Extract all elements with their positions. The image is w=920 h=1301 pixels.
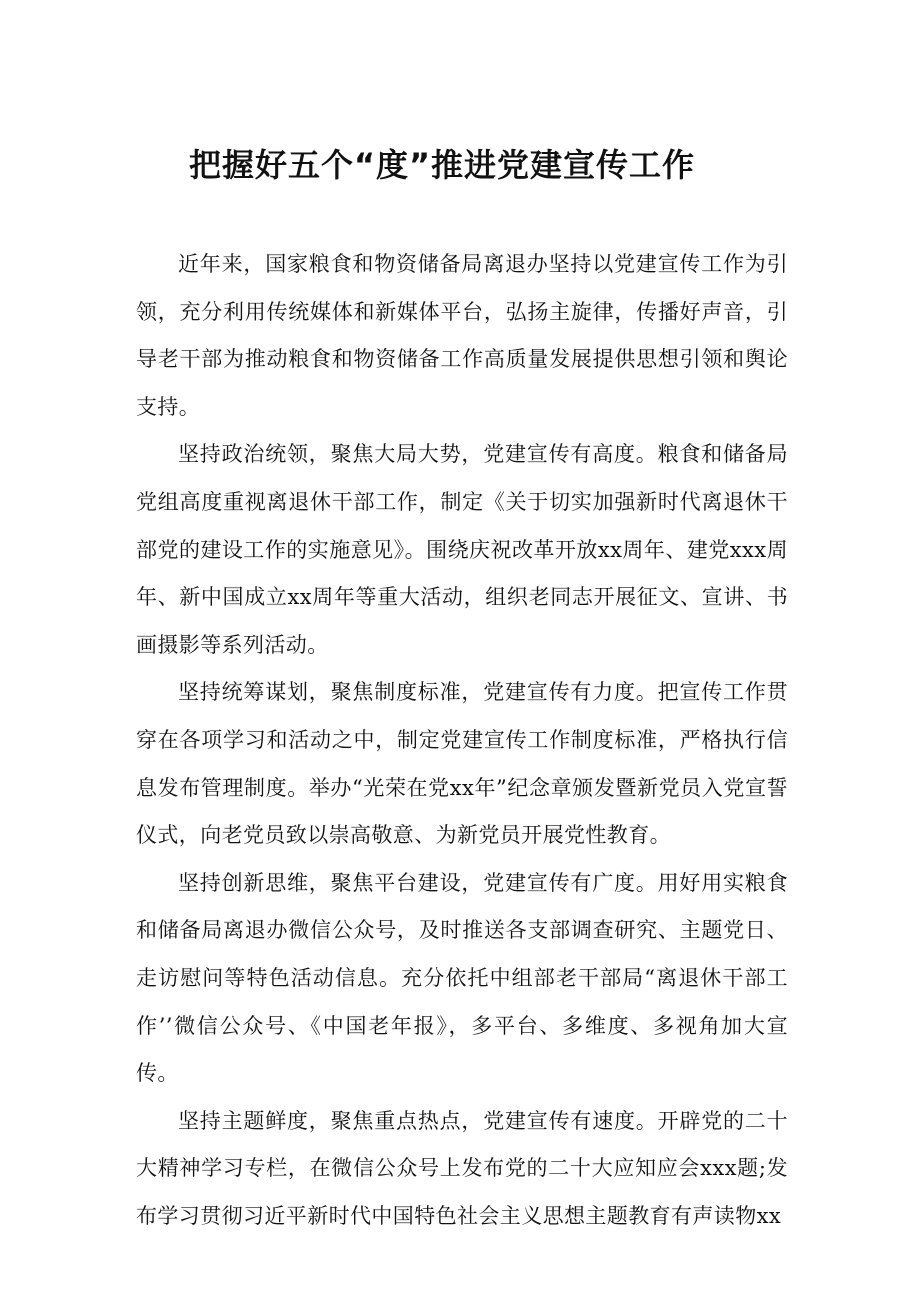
paragraph-intro: 近年来，国家粮食和物资储备局离退办坚持以党建宣传工作为引领，充分利用传统媒体和新媒体平台，弘扬主旋律，传播好声音，引导老干部为推动粮食和物资储备工作高质量发展提供思想引领和舆论支持。 (136, 252, 788, 419)
document-title: 把握好五个“度”推进党建宣传工作 (188, 146, 696, 184)
paragraph-height: 坚持政治统领，聚焦大局大势，党建宣传有高度。粮食和储备局党组高度重视离退休干部工作，制定《关于切实加强新时代离退休干部党的建设工作的实施意见》。围绕庆祝改革开放xx周年、建党xxx周年、新中国成立xx周年等重大活动，组织老同志开展征文、宣讲、书画摄影等系列活动。 (136, 442, 788, 657)
paragraph-speed: 坚持主题鲜度，聚焦重点热点，党建宣传有速度。开辟党的二十大精神学习专栏，在微信公众号上发布党的二十大应知应会xxx题;发布学习贯彻习近平新时代中国特色社会主义思想主题教育有声读物xx (136, 1108, 788, 1228)
paragraph-breadth: 坚持创新思维，聚焦平台建设，党建宣传有广度。用好用实粮食和储备局离退办微信公众号，及时推送各支部调查研究、主题党日、走访慰问等特色活动信息。充分依托中组部老干部局“离退休干部工作’’微信公众号、《中国老年报》，多平台、多维度、多视角加大宣传。 (136, 870, 788, 1086)
document-body (136, 241, 788, 1240)
paragraph-strength: 坚持统筹谋划，聚焦制度标准，党建宣传有力度。把宣传工作贯穿在各项学习和活动之中，制定党建宣传工作制度标准，严格执行信息发布管理制度。举办“光荣在党xx年”纪念章颁发暨新党员入党宣誓仪式，向老党员致以崇高敬意、为新党员开展党性教育。 (136, 680, 788, 848)
